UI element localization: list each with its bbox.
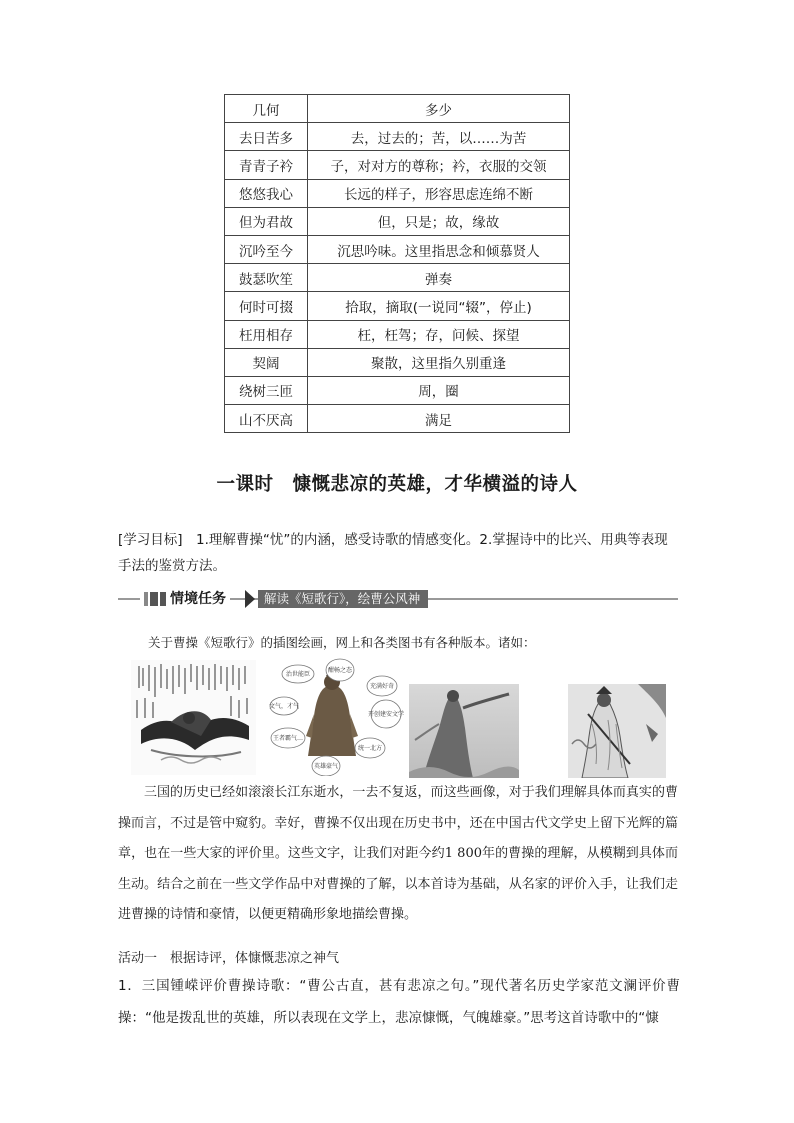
bubble-label: 王者霸气…: [272, 735, 304, 742]
vocab-meaning: 枉，枉驾；存，问候、探望: [308, 320, 570, 348]
vocabulary-table: [224, 94, 570, 433]
vocab-meaning: 去，过去的；苦，以……为苦: [308, 123, 570, 151]
vocab-term: 枉用相存: [225, 320, 308, 348]
bubble-label: 开创建安文学: [367, 711, 405, 718]
vocab-meaning: 聚散，这里指久别重逢: [308, 348, 570, 376]
task-banner: [118, 589, 678, 609]
illustration-row: [0, 656, 794, 776]
banner-subtitle: 解读《短歌行》，绘曹公风神: [258, 590, 428, 608]
vocab-row: [225, 95, 570, 123]
banner-arrow-icon: [245, 590, 255, 608]
vocab-row: [225, 264, 570, 292]
statue-mindmap-image: [268, 656, 410, 776]
vocab-term: 悠悠我心: [225, 179, 308, 207]
vocab-term: 绕树三匝: [225, 376, 308, 404]
vocab-term: 山不厌高: [225, 405, 308, 433]
vocab-row: [225, 320, 570, 348]
vocab-meaning: 满足: [308, 405, 570, 433]
sword-figure-painting-image: [568, 684, 666, 778]
vocab-row: [225, 292, 570, 320]
banner-task-label: 情境任务: [166, 589, 230, 609]
goals-tag: [学习目标]: [118, 532, 183, 548]
bubble-label: 文气，才气: [268, 703, 300, 710]
vocab-meaning: 沉思吟味。这里指思念和倾慕贤人: [308, 235, 570, 263]
vocab-meaning: 多少: [308, 95, 570, 123]
vocab-term: 几何: [225, 95, 308, 123]
vocab-row: [225, 376, 570, 404]
vocab-term: 去日苦多: [225, 123, 308, 151]
vocab-meaning: 弹奏: [308, 264, 570, 292]
vocab-meaning: 周，圈: [308, 376, 570, 404]
vocab-term: 沉吟至今: [225, 235, 308, 263]
vocab-row: [225, 348, 570, 376]
lesson-title: 一课时 慷慨悲凉的英雄，才华横溢的诗人: [216, 474, 578, 495]
body-paragraph: 三国的历史已经如滚滚长江东逝水，一去不复返，而这些画像，对于我们理解具体而真实的曹操而言，不过是管中窥豹。幸好，曹操不仅出现在历史书中，还在中国古代文学史上留下光辉的篇章，也在一些大家的评价里。这些文字，让我们对距今约1 800年的曹操的理解，从模糊到具体而生动。结合之前在一些文学作品中对曹操的了解，以本首诗为基础，从名家的评价入手，让我们走进曹操的诗情和豪情，以便更精确形象地描绘曹操。: [118, 785, 678, 922]
goals-text: 1.理解曹操“忧”的内涵，感受诗歌的情感变化。2.掌握诗中的比兴、用典等表现手法的鉴赏方法。: [118, 532, 668, 574]
vocab-term: 何时可掇: [225, 292, 308, 320]
bubble-label: 统一北方: [357, 745, 383, 752]
vocab-meaning: 长远的样子，形容思虑连绵不断: [308, 179, 570, 207]
question-1: 1．三国锺嵘评价曹操诗歌：“曹公古直，甚有悲凉之句。”现代著名历史学家范文澜评价曹操：“他是拨乱世的英雄，所以表现在文学上，悲凉慷慨，气魄雄豪。”思考这首诗歌中的“慷: [118, 978, 680, 1026]
vocab-row: [225, 235, 570, 263]
robed-figure-painting-image: [409, 684, 519, 778]
intro-text: 关于曹操《短歌行》的插图绘画，网上和各类图书有各种版本。诸如：: [148, 635, 536, 650]
vocab-term: 但为君故: [225, 207, 308, 235]
bubble-label: 治世能臣: [285, 671, 311, 678]
bubble-label: 酣畅之态: [327, 667, 353, 674]
vocab-row: [225, 179, 570, 207]
vocab-term: 鼓瑟吹笙: [225, 264, 308, 292]
vocab-row: [225, 123, 570, 151]
vocab-meaning: 但，只是；故，缘故: [308, 207, 570, 235]
calligraphy-painting-image: [131, 660, 256, 775]
learning-goals: [118, 527, 680, 579]
vocab-row: [225, 151, 570, 179]
vocab-term: 青青子衿: [225, 151, 308, 179]
vocab-meaning: 拾取，摘取(一说同“辍”，停止): [308, 292, 570, 320]
vocab-row: [225, 207, 570, 235]
vocab-row: [225, 405, 570, 433]
vocab-meaning: 子，对对方的尊称；衿，衣服的交领: [308, 151, 570, 179]
bubble-label: 英雄豪气: [313, 763, 339, 770]
activity-heading: 活动一 根据诗评，体慷慨悲凉之神气: [118, 951, 340, 966]
bubble-label: 充满好奇: [369, 683, 395, 690]
vocab-term: 契阔: [225, 348, 308, 376]
